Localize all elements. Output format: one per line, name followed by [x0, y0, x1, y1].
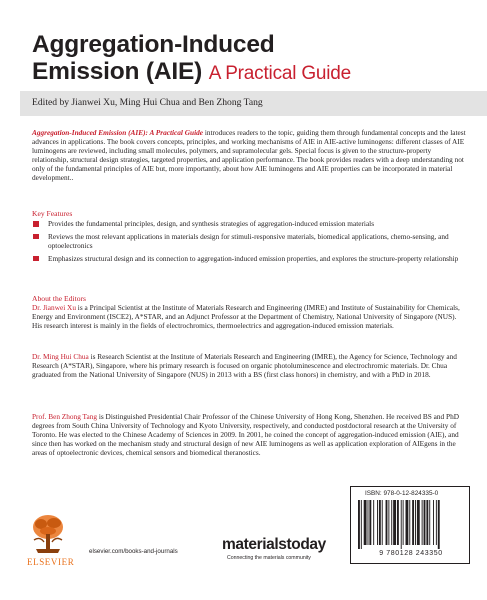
- barcode-bar: [406, 500, 409, 545]
- barcode-bar: [422, 500, 423, 545]
- brand-part-1: materials: [222, 536, 287, 553]
- brand-part-2: today: [286, 536, 326, 553]
- barcode-bar: [424, 500, 426, 545]
- materials-today-logo: [222, 536, 326, 554]
- barcode-bar: [382, 500, 383, 545]
- barcode-bar: [417, 500, 420, 545]
- barcode-bar: [369, 500, 371, 545]
- editors-band: [20, 91, 487, 116]
- barcode-bar: [361, 500, 362, 549]
- brand-tagline: Connecting the materials community: [227, 555, 311, 561]
- key-feature-item: [32, 255, 468, 264]
- barcode-bar: [379, 500, 381, 545]
- barcode-bar: [368, 500, 369, 545]
- editor-name: Prof. Ben Zhong Tang: [32, 412, 98, 421]
- key-feature-text: Emphasizes structural design and its connection to aggregation-induced emission properties, and explores the structure-property relationship: [48, 253, 459, 263]
- barcode-bar: [397, 500, 399, 545]
- bullet-square-icon: [33, 256, 39, 262]
- barcode-box: [350, 486, 470, 564]
- key-features-list: [32, 220, 468, 268]
- barcode-bar: [377, 500, 378, 545]
- barcode-bar: [426, 500, 428, 545]
- description-book-title: Aggregation-Induced Emission (AIE): A Practical Guide: [32, 128, 204, 137]
- barcode-bar: [433, 500, 434, 545]
- book-title: [32, 31, 472, 87]
- barcode-bar: [388, 500, 389, 545]
- barcode-bar: [438, 500, 440, 549]
- title-line-1: Aggregation-Induced: [32, 31, 275, 58]
- barcode-bar: [393, 500, 396, 545]
- key-features-heading: Key Features: [32, 209, 73, 218]
- publisher-name: ELSEVIER: [27, 557, 75, 567]
- barcode-bar: [358, 500, 360, 549]
- title-subtitle: A Practical Guide: [208, 63, 352, 84]
- bullet-square-icon: [33, 234, 39, 240]
- elsevier-tree-logo-icon: [30, 512, 66, 556]
- editor-bio: [32, 353, 468, 380]
- barcode-bar: [364, 500, 367, 545]
- barcode-bar: [386, 500, 388, 545]
- barcode-bar: [403, 500, 404, 545]
- publisher-website: elsevier.com/books-and-journals: [89, 548, 178, 555]
- title-line-2: Emission (AIE): [32, 58, 203, 85]
- barcode-bar: [401, 500, 402, 549]
- key-feature-text: Provides the fundamental principles, design, and synthesis strategies of aggregation-induced emission materials: [48, 219, 375, 228]
- barcode-bar: [429, 500, 430, 545]
- barcode-icon: [358, 500, 464, 549]
- editor-bio-text: is Distinguished Presidential Chair Professor of the Chinese University of Hong Kong, Shenzhen. He received BS and PhD degrees from South China University of Technology and Kyoto University, respectively, and conducted postdoctoral research at the University of Toronto. He was elected to the Chinese Academy of Sciences in 2009. In 2001, he coined the concept of aggregation-induced emission (AIE), and since then has worked on the mechanism study and structural design of new AIE luminogens as well as application exploration of AIEgens in the areas of optoelectronic devices, chemical sensors and biomedical theranostics.: [32, 412, 459, 457]
- key-feature-item: [32, 220, 468, 229]
- key-feature-item: [32, 233, 468, 251]
- title-line-2-wrap: [32, 58, 472, 87]
- editor-name: Dr. Jianwei Xu: [32, 303, 76, 312]
- bullet-square-icon: [33, 221, 39, 227]
- back-cover-content: [32, 128, 468, 457]
- key-feature-text: Reviews the most relevant applications in materials design for stimuli-responsive materials, biomedical applications, chemo-sensing, and optoelectronics: [48, 231, 449, 250]
- barcode-digits: 9 780128 243350: [379, 550, 443, 557]
- editor-name: Dr. Ming Hui Chua: [32, 352, 89, 361]
- barcode-bar: [436, 500, 437, 545]
- barcode-bar: [412, 500, 414, 545]
- barcode-bar: [415, 500, 416, 545]
- description-paragraph: [32, 129, 468, 182]
- editor-bio: [32, 413, 468, 458]
- barcode-bar: [409, 500, 410, 545]
- isbn-label: ISBN: 978-0-12-824335-0: [365, 490, 439, 497]
- barcode-bar: [391, 500, 392, 545]
- barcode-bar: [373, 500, 374, 545]
- about-editors-heading: About the Editors: [32, 294, 86, 303]
- editors-line: Edited by Jianwei Xu, Ming Hui Chua and Ben Zhong Tang: [32, 97, 263, 108]
- editor-bio-text: is Research Scientist at the Institute of Materials Research and Engineering (IMRE), the Agency for Science, Technology and Research (A*STAR), Singapore, where his primary research is focused on organic photoluminescence and electrochromic materials. Dr. Chua graduated from the National University of Singapore (NUS) in 2013 with a BS (first class honors) in chemistry, and with a PhD in 2018.: [32, 352, 457, 379]
- editor-bio: [32, 304, 468, 331]
- editor-bio-text: is a Principal Scientist at the Institute of Materials Research and Engineering (IMRE) and Institute of Sustainability for Chemicals, Energy and Environment (ISCE2), A*STAR, and an Adjunct Professor at the Department of Chemistry, National University of Singapore (NUS). His research interest is mainly in the fields of electrochromics, thermoelectrics and aggregation-induced emission materials.: [32, 303, 460, 330]
- description-text: introduces readers to the topic, guiding them through fundamental concepts and the latest advances in applications. The book covers concepts, principles, and working mechanisms of AIE in AIE-active luminogens: different classes of AIE luminogens are reviewed, including small molecules, polymers, and supramolecular gels. Special focus is given to the structure-property relationship, structural design strategies, targeted properties, and application performance. The book provides readers with a deep understanding not only of the fundamental principles of AIE but, more importantly, about how AIE luminogens and AIE properties can be incorporated in material development..: [32, 128, 466, 182]
